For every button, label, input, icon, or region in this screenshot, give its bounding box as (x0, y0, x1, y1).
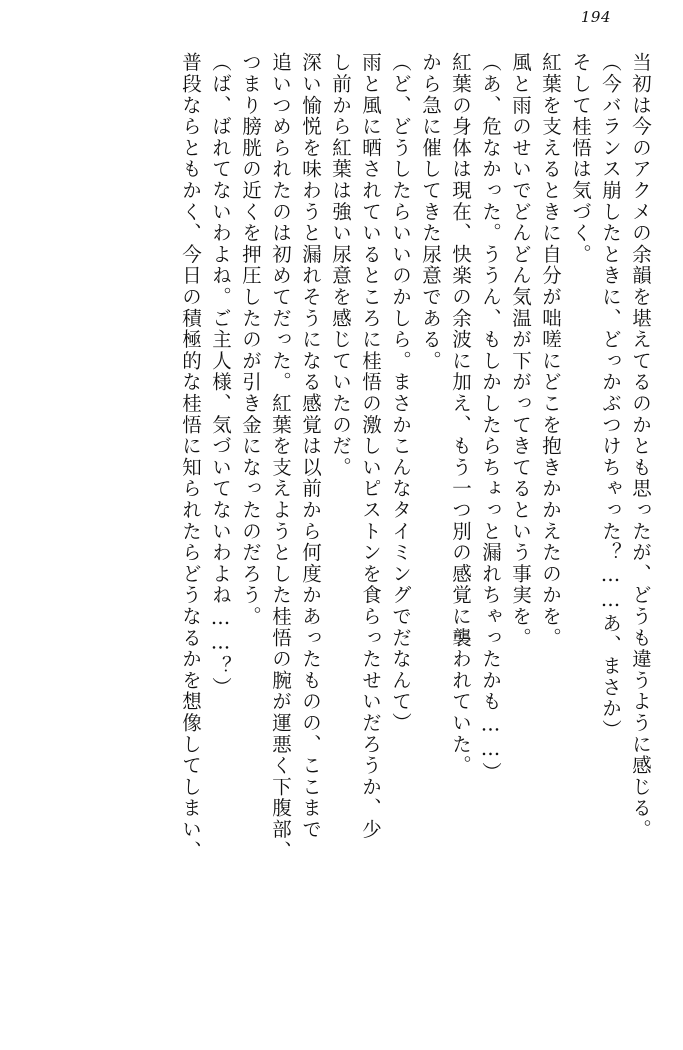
text-line: （ば、ばれてないわよね。ご主人様、気づいてないわよね……？） (209, 52, 232, 698)
text-line: （あ、危なかった。ううん、もしかしたらちょっと漏れちゃったかも……） (479, 52, 502, 784)
text-line: から急に催してきた尿意である。 (419, 52, 442, 372)
text-line: 普段ならともかく、今日の積極的な桂悟に知られたらどうなるかを想像してしまい、 (179, 52, 202, 862)
text-line: 紅葉を支えるときに自分が咄嗟にどこを抱きかかえたのかを。 (539, 52, 562, 649)
text-line: （今バランス崩したときに、どっかぶつけちゃった？……あ、まさか） (599, 52, 622, 741)
text-line: 紅葉の身体は現在、快楽の余波に加え、もう一つ別の感覚に襲われていた。 (449, 52, 472, 777)
text-line: し前から紅葉は強い尿意を感じていたのだ。 (329, 52, 352, 478)
text-line: 追いつめられたのは初めてだった。紅葉を支えようとした桂悟の腕が運悪く下腹部、 (269, 52, 292, 862)
text-line: 雨と風に晒されているところに桂悟の激しいピストンを食らったせいだろうか、少 (359, 52, 382, 841)
page-number: 194 (580, 8, 611, 26)
text-line: 風と雨のせいでどんどん気温が下がってきてるという事実を。 (509, 52, 532, 649)
text-line: そして桂悟は気づく。 (569, 52, 592, 265)
text-line: （ど、どうしたらいいのかしら。まさかこんなタイミングでだなんて） (389, 52, 412, 734)
text-line: つまり膀胱の近くを押圧したのが引き金になったのだろう。 (239, 52, 262, 628)
text-line: 深い愉悦を味わうと漏れそうになる感覚は以前から何度かあったものの、ここまで (299, 52, 322, 841)
text-line: 当初は今のアクメの余韻を堪えてるのかとも思ったが、どうも違うように感じる。 (629, 52, 652, 841)
vertical-text-body (28, 52, 655, 1022)
